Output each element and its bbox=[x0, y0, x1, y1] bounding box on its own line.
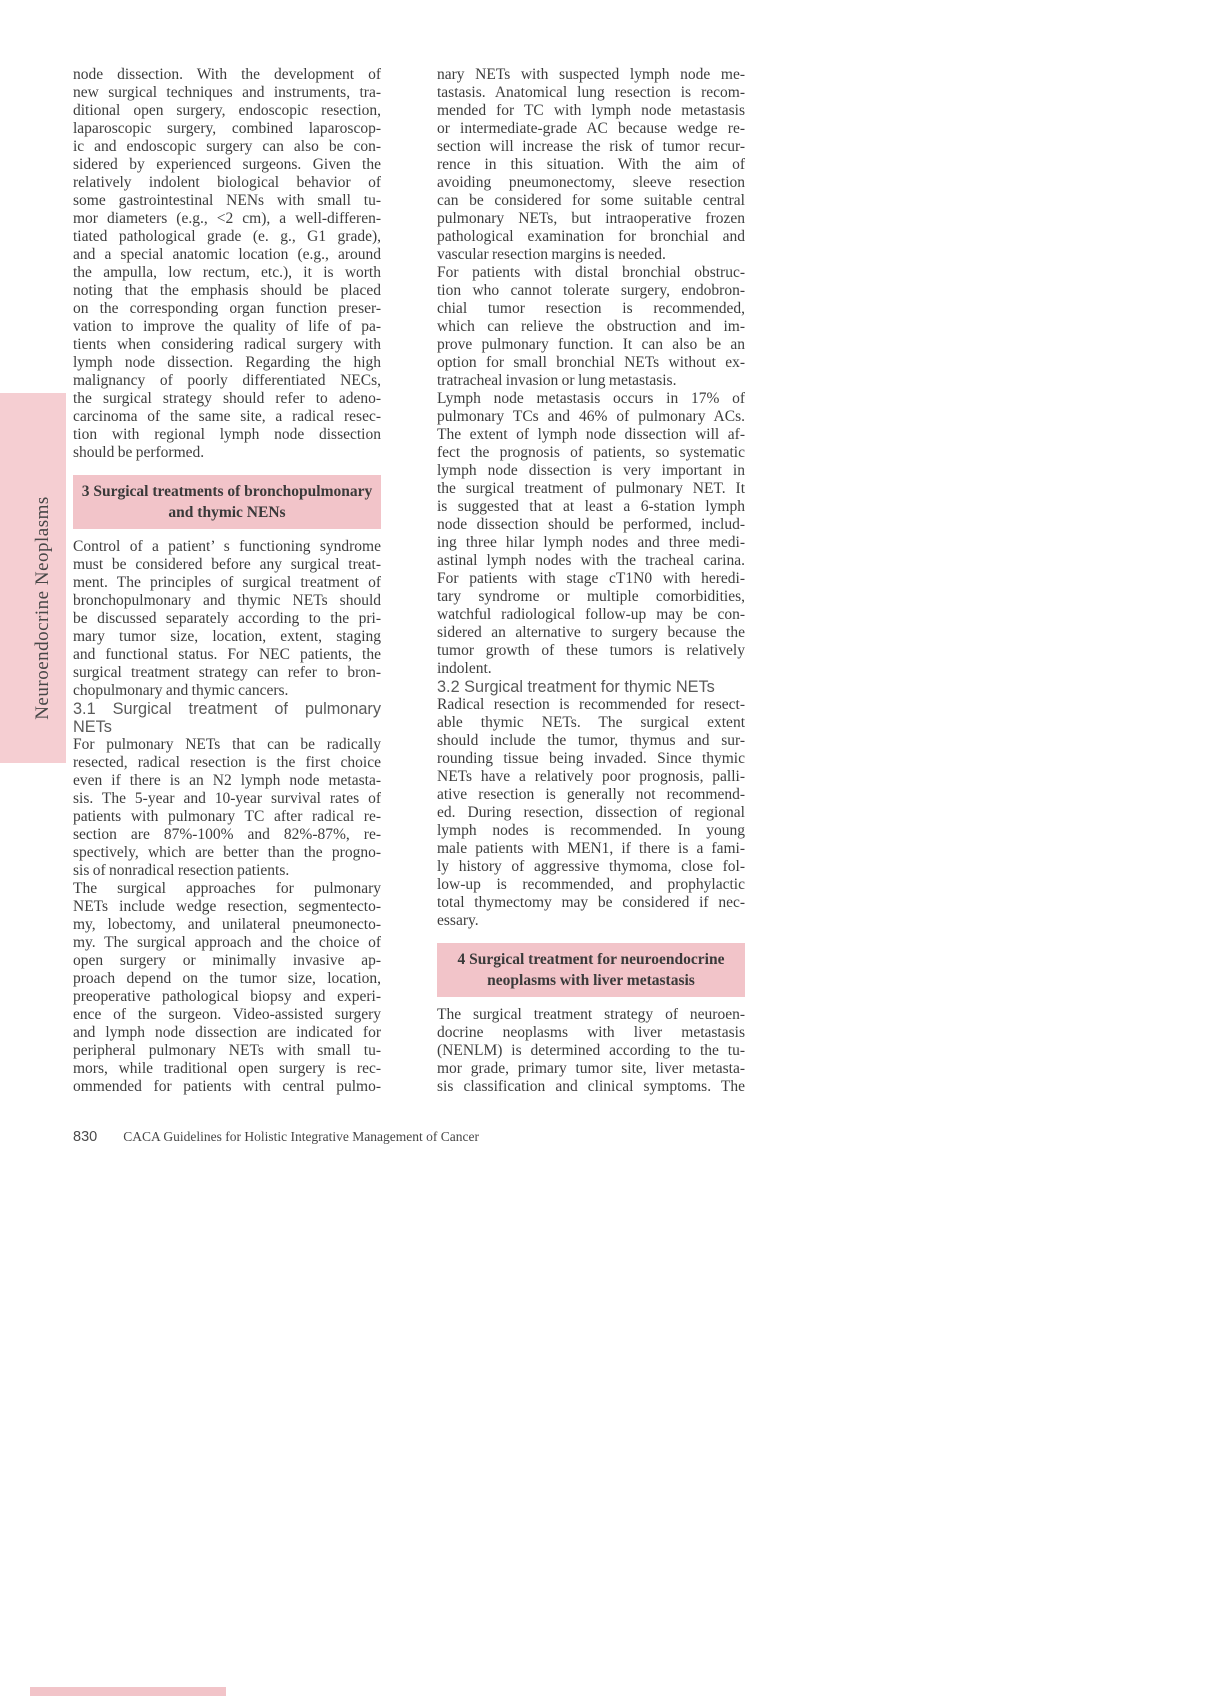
paragraph bbox=[437, 66, 745, 264]
text-line: NETs include wedge resection, segmentecto- bbox=[73, 898, 381, 915]
text-line: section are 87%-100% and 82%-87%, re- bbox=[73, 826, 381, 843]
text-line: The surgical treatment strategy of neuroen- bbox=[437, 1006, 745, 1023]
text-line: tion with regional lymph node dissection bbox=[73, 426, 381, 443]
text-line: proach depend on the tumor size, location, bbox=[73, 970, 381, 987]
text-line: lymph nodes is recommended. In young bbox=[437, 822, 745, 839]
text-line: surgical treatment strategy can refer to bron- bbox=[73, 664, 381, 681]
text-line: Control of a patient’ s functioning syndrome bbox=[73, 538, 381, 555]
subsection-heading bbox=[437, 678, 745, 696]
text-line: sis of nonradical resection patients. bbox=[73, 862, 290, 879]
paragraph bbox=[437, 696, 745, 930]
text-line: pulmonary NETs, but intraoperative frozen bbox=[437, 210, 745, 227]
text-line: sidered by experienced surgeons. Given the bbox=[73, 156, 381, 173]
text-line: chopulmonary and thymic cancers. bbox=[73, 682, 289, 699]
text-line: lymph node dissection is very important in bbox=[437, 462, 745, 479]
text-line: For patients with stage cT1N0 with heredi- bbox=[437, 570, 745, 587]
text-line: watchful radiological follow-up may be con- bbox=[437, 606, 745, 623]
text-line: 3.2 Surgical treatment for thymic NETs bbox=[437, 678, 715, 696]
text-line: tratracheal invasion or lung metastasis. bbox=[437, 372, 677, 389]
text-line: nary NETs with suspected lymph node me- bbox=[437, 66, 745, 83]
text-line: pathological examination for bronchial and bbox=[437, 228, 745, 245]
text-line: can be considered for some suitable central bbox=[437, 192, 745, 209]
text-line: peripheral pulmonary NETs with small tu- bbox=[73, 1042, 381, 1059]
text-line: rounding tissue being invaded. Since thymic bbox=[437, 750, 745, 767]
page-footer bbox=[73, 1128, 479, 1146]
text-line: carcinoma of the same site, a radical resec- bbox=[73, 408, 381, 425]
text-line: should include the tumor, thymus and sur- bbox=[437, 732, 745, 749]
text-line: indolent. bbox=[437, 660, 492, 677]
text-line: should be performed. bbox=[73, 444, 205, 461]
text-line: pulmonary TCs and 46% of pulmonary ACs. bbox=[437, 408, 745, 425]
text-line: and thymic NENs bbox=[168, 504, 286, 521]
text-line: chial tumor resection is recommended, bbox=[437, 300, 745, 317]
text-line: 4 Surgical treatment for neuroendocrine bbox=[457, 951, 725, 968]
subsection-heading bbox=[73, 700, 381, 736]
section-heading bbox=[73, 475, 381, 529]
paragraph bbox=[437, 264, 745, 390]
text-line: new surgical techniques and instruments, tra- bbox=[73, 84, 381, 101]
text-line: tastasis. Anatomical lung resection is recom- bbox=[437, 84, 745, 101]
text-line: or intermediate-grade AC because wedge re- bbox=[437, 120, 745, 137]
text-line: ing three hilar lymph nodes and three medi- bbox=[437, 534, 745, 551]
section-heading bbox=[437, 943, 745, 997]
text-line: male patients with MEN1, if there is a fami- bbox=[437, 840, 745, 857]
text-line: Radical resection is recommended for resect- bbox=[437, 696, 745, 713]
text-line: NETs have a relatively poor prognosis, palli- bbox=[437, 768, 745, 785]
text-line: and a special anatomic location (e.g., around bbox=[73, 246, 381, 263]
text-line: docrine neoplasms with liver metastasis bbox=[437, 1024, 745, 1041]
text-line: rence in this situation. With the aim of bbox=[437, 156, 745, 173]
text-line: which can relieve the obstruction and im- bbox=[437, 318, 745, 335]
text-line: and lymph node dissection are indicated for bbox=[73, 1024, 381, 1041]
text-line: For patients with distal bronchial obstruc- bbox=[437, 264, 745, 281]
page-number: 830 bbox=[73, 1129, 98, 1145]
text-line: noting that the emphasis should be placed bbox=[73, 282, 381, 299]
text-line: tion who cannot tolerate surgery, endobron- bbox=[437, 282, 745, 299]
text-line: 3 Surgical treatments of bronchopulmonary bbox=[81, 483, 373, 500]
text-line: low-up is recommended, and prophylactic bbox=[437, 876, 745, 893]
paragraph bbox=[437, 1006, 745, 1096]
text-line: be discussed separately according to the pri- bbox=[73, 610, 381, 627]
text-line: ommended for patients with central pulmo- bbox=[73, 1078, 381, 1095]
text-line: resected, radical resection is the first choice bbox=[73, 754, 381, 771]
text-line: mors, while traditional open surgery is rec- bbox=[73, 1060, 381, 1077]
text-line: is suggested that at least a 6-station lymph bbox=[437, 498, 745, 515]
text-line: (NENLM) is determined according to the tu- bbox=[437, 1042, 745, 1059]
text-line: The surgical approaches for pulmonary bbox=[73, 880, 381, 897]
paragraph bbox=[73, 880, 381, 1096]
text-line: even if there is an N2 lymph node metasta- bbox=[73, 772, 381, 789]
paragraph bbox=[73, 66, 381, 462]
sidebar-tab bbox=[0, 393, 66, 763]
text-line: For pulmonary NETs that can be radically bbox=[73, 736, 381, 753]
text-line: section will increase the risk of tumor recur- bbox=[437, 138, 745, 155]
text-line: mor grade, primary tumor site, liver metasta- bbox=[437, 1060, 745, 1077]
text-line: bronchopulmonary and thymic NETs should bbox=[73, 592, 381, 609]
text-line: mary tumor size, location, extent, staging bbox=[73, 628, 381, 645]
text-line: must be considered before any surgical treat- bbox=[73, 556, 381, 573]
text-line: the ampulla, low rectum, etc.), it is worth bbox=[73, 264, 381, 281]
text-line: and functional status. For NEC patients, the bbox=[73, 646, 381, 663]
text-line: able thymic NETs. The surgical extent bbox=[437, 714, 745, 731]
text-line: ed. During resection, dissection of regional bbox=[437, 804, 745, 821]
text-line: my, lobectomy, and unilateral pneumonecto- bbox=[73, 916, 381, 933]
text-line: ment. The principles of surgical treatment of bbox=[73, 574, 381, 591]
right-column bbox=[437, 66, 745, 1096]
text-line: ly history of aggressive thymoma, close fol- bbox=[437, 858, 745, 875]
text-line: ence of the surgeon. Video-assisted surgery bbox=[73, 1006, 381, 1023]
text-line: laparoscopic surgery, combined laparoscop- bbox=[73, 120, 381, 137]
text-line: prove pulmonary function. It can also be an bbox=[437, 336, 745, 353]
text-line: tients when considering radical surgery with bbox=[73, 336, 381, 353]
text-line: mended for TC with lymph node metastasis bbox=[437, 102, 745, 119]
text-line: essary. bbox=[437, 912, 479, 929]
text-line: node dissection. With the development of bbox=[73, 66, 381, 83]
text-line: spectively, which are better than the progno- bbox=[73, 844, 381, 861]
text-line: tiated pathological grade (e. g., G1 grade), bbox=[73, 228, 381, 245]
text-line: Lymph node metastasis occurs in 17% of bbox=[437, 390, 745, 407]
text-line: 3.1 Surgical treatment of pulmonary bbox=[73, 700, 381, 718]
text-line: avoiding pneumonectomy, sleeve resection bbox=[437, 174, 745, 191]
text-line: vascular resection margins is needed. bbox=[437, 246, 666, 263]
text-line: neoplasms with liver metastasis bbox=[487, 972, 695, 989]
text-line: vation to improve the quality of life of pa- bbox=[73, 318, 381, 335]
left-column bbox=[73, 66, 381, 1096]
footer-title: CACA Guidelines for Holistic Integrative Management of Cancer bbox=[123, 1129, 479, 1144]
text-line: preoperative pathological biopsy and experi- bbox=[73, 988, 381, 1005]
text-line: my. The surgical approach and the choice of bbox=[73, 934, 381, 951]
text-line: ic and endoscopic surgery can also be con- bbox=[73, 138, 381, 155]
text-line: lymph node dissection. Regarding the high bbox=[73, 354, 381, 371]
text-line: mor diameters (e.g., <2 cm), a well-differen- bbox=[73, 210, 381, 227]
text-line: some gastrointestinal NENs with small tu- bbox=[73, 192, 381, 209]
text-line: astinal lymph nodes with the tracheal carina. bbox=[437, 552, 745, 569]
text-line: patients with pulmonary TC after radical re- bbox=[73, 808, 381, 825]
text-line: on the corresponding organ function preser- bbox=[73, 300, 381, 317]
text-line: relatively indolent biological behavior of bbox=[73, 174, 381, 191]
text-line: the surgical treatment of pulmonary NET. It bbox=[437, 480, 745, 497]
text-line: tary syndrome or multiple comorbidities, bbox=[437, 588, 745, 605]
text-line: node dissection should be performed, includ- bbox=[437, 516, 745, 533]
paragraph bbox=[437, 390, 745, 678]
text-line: sis classification and clinical symptoms. The bbox=[437, 1078, 745, 1095]
text-line: option for small bronchial NETs without ex- bbox=[437, 354, 745, 371]
text-line: The extent of lymph node dissection will af- bbox=[437, 426, 745, 443]
paragraph bbox=[73, 538, 381, 700]
text-line: ditional open surgery, endoscopic resection, bbox=[73, 102, 381, 119]
paragraph bbox=[73, 736, 381, 880]
text-line: the surgical strategy should refer to adeno- bbox=[73, 390, 381, 407]
text-line: sis. The 5-year and 10-year survival rates of bbox=[73, 790, 381, 807]
text-line: NETs bbox=[73, 718, 112, 736]
text-line: ative resection is generally not recommend- bbox=[437, 786, 745, 803]
text-line: malignancy of poorly differentiated NECs, bbox=[73, 372, 381, 389]
text-line: fect the prognosis of patients, so systematic bbox=[437, 444, 745, 461]
text-line: total thymectomy may be considered if nec- bbox=[437, 894, 745, 911]
text-line: tumor growth of these tumors is relatively bbox=[437, 642, 745, 659]
bottom-accent-bar bbox=[30, 1687, 226, 1696]
text-line: sidered an alternative to surgery because the bbox=[437, 624, 745, 641]
text-line: open surgery or minimally invasive ap- bbox=[73, 952, 381, 969]
sidebar-label: Neuroendocrine Neoplasms bbox=[32, 496, 53, 720]
